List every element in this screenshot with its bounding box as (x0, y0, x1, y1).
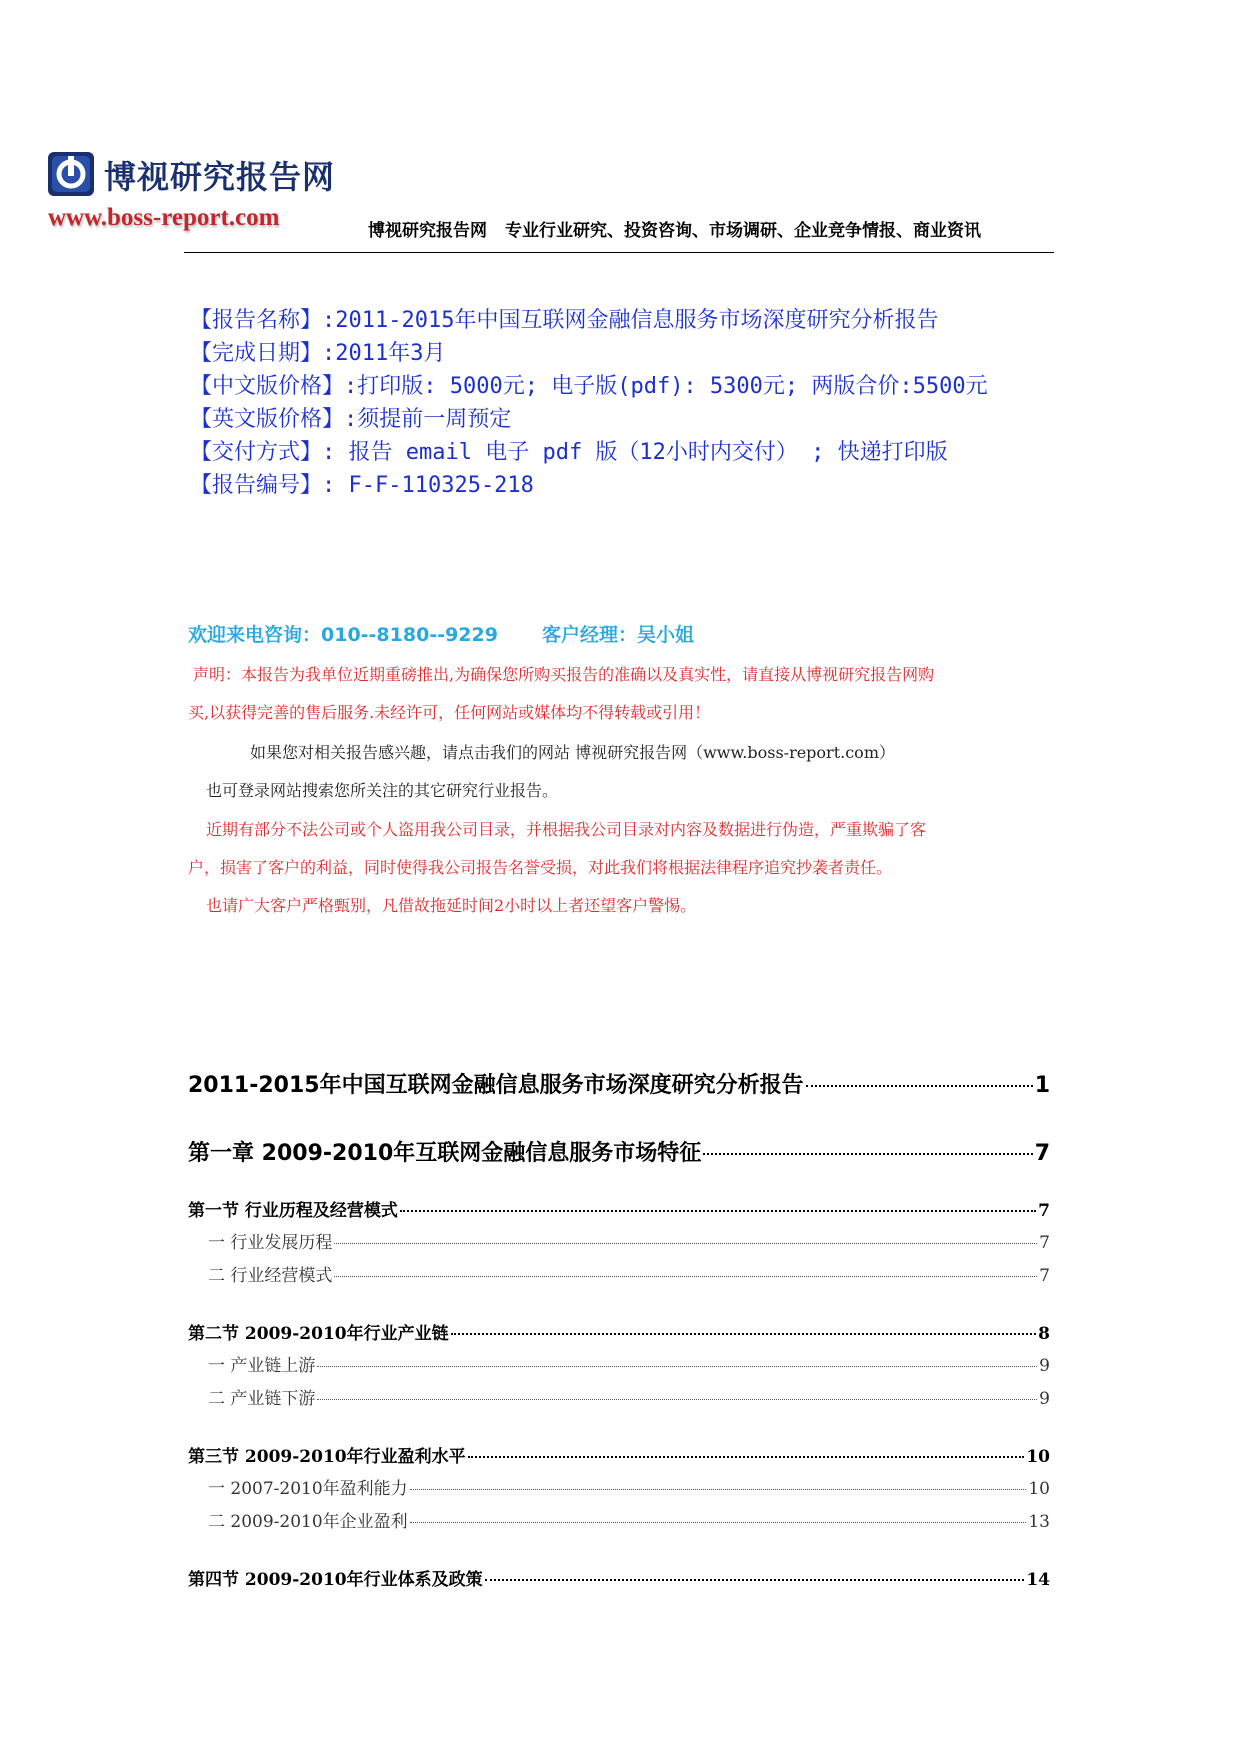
toc-page: 1 (1034, 1073, 1050, 1098)
completion-date: 【完成日期】:2011年3月 (190, 341, 446, 366)
toc-entry[interactable] (188, 1136, 1050, 1167)
toc-leader (410, 1489, 1027, 1490)
toc-page: 14 (1026, 1570, 1050, 1590)
warning-line-3: 也请广大客户严格甄别，凡借故拖延时间2小时以上者还望客户警惕。 (206, 896, 697, 915)
logo-url[interactable]: www.boss-report.com (48, 204, 280, 231)
toc-label: 第二节 2009-2010年行业产业链 (188, 1324, 449, 1344)
toc-page: 8 (1038, 1324, 1050, 1344)
toc-page: 9 (1039, 1389, 1050, 1409)
toc-leader (485, 1579, 1025, 1581)
report-name: 【报告名称】:2011-2015年中国互联网金融信息服务市场深度研究分析报告 (190, 308, 939, 333)
english-price: 【英文版价格】:须提前一周预定 (190, 407, 512, 432)
report-info (190, 304, 988, 502)
toc-entry[interactable] (188, 1351, 1050, 1376)
toc-entry[interactable] (188, 1442, 1050, 1467)
toc-leader (806, 1085, 1033, 1087)
report-number: 【报告编号】: F-F-110325-218 (190, 473, 534, 498)
toc-entry[interactable] (188, 1261, 1050, 1286)
toc-page: 9 (1039, 1356, 1050, 1376)
toc-label: 第一章 2009-2010年互联网金融信息服务市场特征 (188, 1141, 702, 1166)
warning-line-2: 户，损害了客户的利益，同时使得我公司报告名誉受损，对此我们将根据法律程序追究抄袭者责任。 (188, 858, 893, 877)
header-divider (184, 252, 1054, 253)
toc-label: 第一节 行业历程及经营模式 (188, 1201, 398, 1221)
toc-label: 二 产业链下游 (208, 1389, 316, 1409)
chinese-price: 【中文版价格】:打印版: 5000元; 电子版(pdf): 5300元; 两版合价:5500元 (190, 374, 988, 399)
toc-leader (468, 1456, 1025, 1458)
toc-page: 7 (1038, 1201, 1050, 1221)
toc-page: 7 (1039, 1233, 1050, 1253)
toc-entry[interactable] (188, 1228, 1050, 1253)
logo-mark-icon (48, 152, 94, 196)
toc-label: 一 行业发展历程 (208, 1233, 333, 1253)
logo-title: 博视研究报告网 (104, 158, 336, 196)
toc-label: 一 2007-2010年盈利能力 (208, 1479, 408, 1499)
toc-label: 第四节 2009-2010年行业体系及政策 (188, 1570, 483, 1590)
toc-page: 7 (1034, 1141, 1050, 1166)
interest-line-2: 也可登录网站搜索您所关注的其它研究行业报告。 (206, 781, 559, 800)
contact-manager: 客户经理：吴小姐 (541, 624, 694, 646)
toc-leader (334, 1243, 1037, 1244)
statement-line-2: 买,以获得完善的售后服务.未经许可，任何网站或媒体均不得转载或引用！ (188, 703, 711, 722)
toc-label: 二 2009-2010年企业盈利 (208, 1512, 408, 1532)
header-slogan (368, 216, 981, 241)
toc-leader (334, 1276, 1037, 1277)
slogan-site-name: 博视研究报告网 (368, 221, 487, 241)
toc-entry[interactable] (188, 1507, 1050, 1532)
toc-entry[interactable] (188, 1319, 1050, 1344)
slogan-services: 专业行业研究、投资咨询、市场调研、企业竞争情报、商业资讯 (505, 221, 981, 241)
toc-page: 13 (1028, 1512, 1050, 1532)
toc-leader (451, 1333, 1037, 1335)
warning-line-1: 近期有部分不法公司或个人盗用我公司目录，并根据我公司目录对内容及数据进行伪造，严重欺骗了客 (206, 820, 927, 839)
contact-line (188, 620, 694, 647)
statement-line-1: 声明：本报告为我单位近期重磅推出,为确保您所购买报告的准确以及真实性，请直接从博视研究报告网购 (193, 665, 935, 684)
toc-entry[interactable] (188, 1565, 1050, 1590)
toc-label: 一 产业链上游 (208, 1356, 316, 1376)
toc-label: 2011-2015年中国互联网金融信息服务市场深度研究分析报告 (188, 1073, 804, 1098)
toc-page: 7 (1039, 1266, 1050, 1286)
contact-hotline: 欢迎来电咨询：010--8180--9229 (188, 624, 498, 646)
toc-leader (400, 1210, 1036, 1212)
toc-label: 二 行业经营模式 (208, 1266, 333, 1286)
site-logo[interactable] (48, 150, 348, 240)
toc-leader (410, 1522, 1027, 1523)
toc-page: 10 (1026, 1447, 1050, 1467)
toc-entry[interactable] (188, 1474, 1050, 1499)
toc-leader (317, 1366, 1037, 1367)
toc-leader (317, 1399, 1037, 1400)
delivery-method: 【交付方式】: 报告 email 电子 pdf 版（12小时内交付） ; 快递打印版 (190, 440, 948, 465)
toc-leader (703, 1153, 1032, 1155)
toc-entry[interactable] (188, 1068, 1050, 1099)
toc-page: 10 (1028, 1479, 1050, 1499)
toc-label: 第三节 2009-2010年行业盈利水平 (188, 1447, 466, 1467)
interest-line-1[interactable]: 如果您对相关报告感兴趣，请点击我们的网站 博视研究报告网（www.boss-report.com） (250, 743, 895, 762)
toc-entry[interactable] (188, 1196, 1050, 1221)
toc-entry[interactable] (188, 1384, 1050, 1409)
